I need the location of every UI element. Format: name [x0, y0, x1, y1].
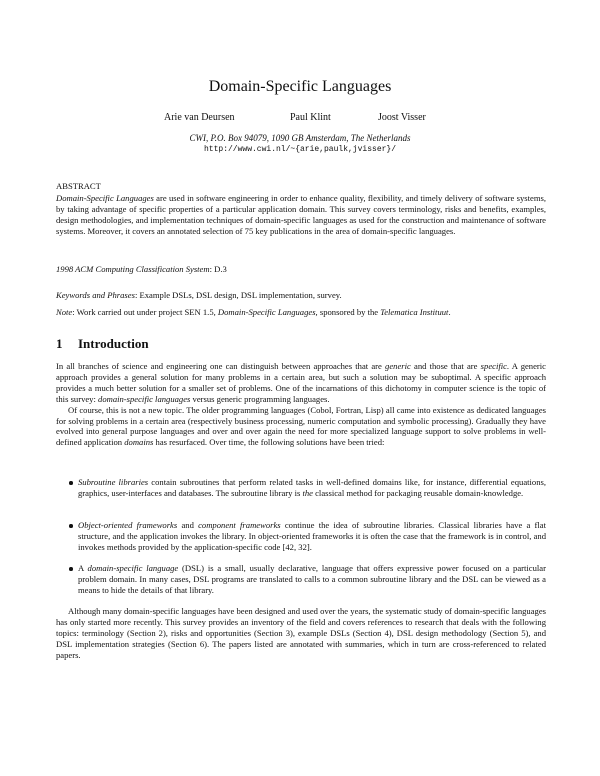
- text-run: versus generic programming languages.: [190, 393, 330, 404]
- keywords-value: : Example DSLs, DSL design, DSL implementation, survey.: [134, 290, 342, 300]
- note-text: : Work carried out under project SEN 1.5,: [72, 307, 218, 317]
- note-text: .: [448, 307, 451, 317]
- author-name: Joost Visser: [378, 112, 426, 123]
- list-item: [56, 563, 546, 596]
- intro-paragraphs: [56, 361, 546, 448]
- text-run: and: [177, 520, 199, 530]
- intro-paragraph-3: [56, 606, 546, 661]
- bullet-icon: [69, 567, 73, 571]
- list-item: [56, 477, 546, 499]
- emphasis: component frameworks: [198, 520, 281, 530]
- bullet-icon: [69, 524, 73, 528]
- text-run: contain subroutines that perform related tasks in well-defined domains like, for instance, differential equations, graphics, user-interfaces and databases. The subroutine library is: [78, 477, 546, 498]
- text-run: and those that are: [410, 361, 481, 371]
- note-project: Domain-Specific Languages: [217, 307, 316, 317]
- abstract-heading: ABSTRACT: [56, 181, 101, 191]
- emphasis: specific: [480, 361, 507, 371]
- note-sponsor: Telematica Instituut: [380, 307, 449, 317]
- acm-classification: [56, 264, 546, 275]
- emphasis: the: [302, 487, 313, 498]
- funding-note: [56, 307, 546, 318]
- abstract-text: [56, 193, 546, 237]
- emphasis: domains: [124, 437, 154, 448]
- text-run: . A generic approach provides a general solution for many problems in a certain area, but such a solution may be suboptimal. A specific approach provides a much better solution for a smaller set of problems. One of the incarnations of this dichotomy in computer science is the topic of this survey:: [56, 361, 546, 404]
- emphasis: Subroutine libraries: [78, 477, 149, 487]
- section-number: 1: [56, 336, 63, 351]
- author-name: Paul Klint: [290, 112, 331, 123]
- note-text: , sponsored by the: [315, 307, 381, 317]
- note-label: Note: [56, 307, 73, 317]
- text-run: classical method for packaging reusable domain-knowledge.: [312, 487, 524, 498]
- bullet-icon: [69, 481, 73, 485]
- keywords: [56, 290, 546, 301]
- section-title: Introduction: [78, 336, 149, 351]
- text-run: In all branches of science and engineering one can distinguish between approaches that are: [56, 361, 386, 371]
- text-run: continue the idea of subroutine libraries. Classical libraries have a flat structure, and the application invokes the library. In object-oriented frameworks it is often the case that the framework is in control, and invokes methods provided by the application-specific code [42, 32].: [78, 520, 547, 552]
- text-run: A: [78, 563, 88, 573]
- author-url: http://www.cwi.nl/~{arie,paulk,jvisser}/: [203, 145, 397, 154]
- section-heading: [56, 336, 546, 352]
- affiliation: CWI, P.O. Box 94079, 1090 GB Amsterdam, The Netherlands: [189, 133, 411, 143]
- paper-title: Domain-Specific Languages: [208, 78, 392, 95]
- emphasis: domain-specific language: [87, 563, 179, 573]
- classification-value: : D.3: [209, 264, 227, 274]
- keywords-label: Keywords and Phrases: [56, 290, 135, 300]
- text-run: (DSL) is a small, usually declarative, language that offers expressive power focused on a particular problem domain. In many cases, DSL programs are translated to calls to a common subroutine library and the DSL can be viewed as a means to hide the details of that library.: [78, 563, 546, 595]
- list-item: [56, 520, 546, 553]
- emphasis: generic: [385, 361, 411, 371]
- closing-paragraph: Although many domain-specific languages have been designed and used over the years, the systematic study of domain-specific languages has only started more recently. This survey provides an inventory of the field and covers references to research that deals with the following topics: terminology (Section 2), risks and opportunities (Section 3), example DSLs (Section 4), DSL design methodology (Section 5), and DSL implementation strategies (Section 6). The papers listed are annotated with summaries, which in turn are cross-referenced to related papers.: [56, 606, 546, 660]
- emphasis: domain-specific languages: [98, 393, 191, 404]
- author-name: Arie van Deursen: [164, 112, 235, 123]
- text-run: has resurfaced. Over time, the following solutions have been tried:: [153, 437, 385, 448]
- emphasis: Object-oriented frameworks: [78, 520, 178, 530]
- classification-label: 1998 ACM Computing Classification System: [56, 264, 210, 274]
- text-run: Of course, this is not a new topic. The older programming languages (Cobol, Fortran, Lisp) all came into existence as dedicated languages for solving problems in a certain area (respectively business processing, numeric computation and symbolic processing). Gradually they have evolved into general purpose languages and over and over again the need for more specialized language support to solve problems in well-defined application: [56, 404, 546, 448]
- intro-paragraph-1: [56, 361, 546, 405]
- intro-paragraph-2: [56, 405, 546, 449]
- abstract-body: are used in software engineering in order to enhance quality, flexibility, and timely delivery of software systems, by taking advantage of specific properties of a particular application domain. This survey covers terminology, risks and benefits, examples, design methodologies, and implementation techniques of domain-specific languages as used for the construction and maintenance of software systems. Moreover, it covers an annotated selection of 75 key publications in the area of domain-specific languages.: [56, 193, 547, 236]
- author-list: [0, 112, 600, 126]
- abstract-term: Domain-Specific Languages: [56, 193, 154, 203]
